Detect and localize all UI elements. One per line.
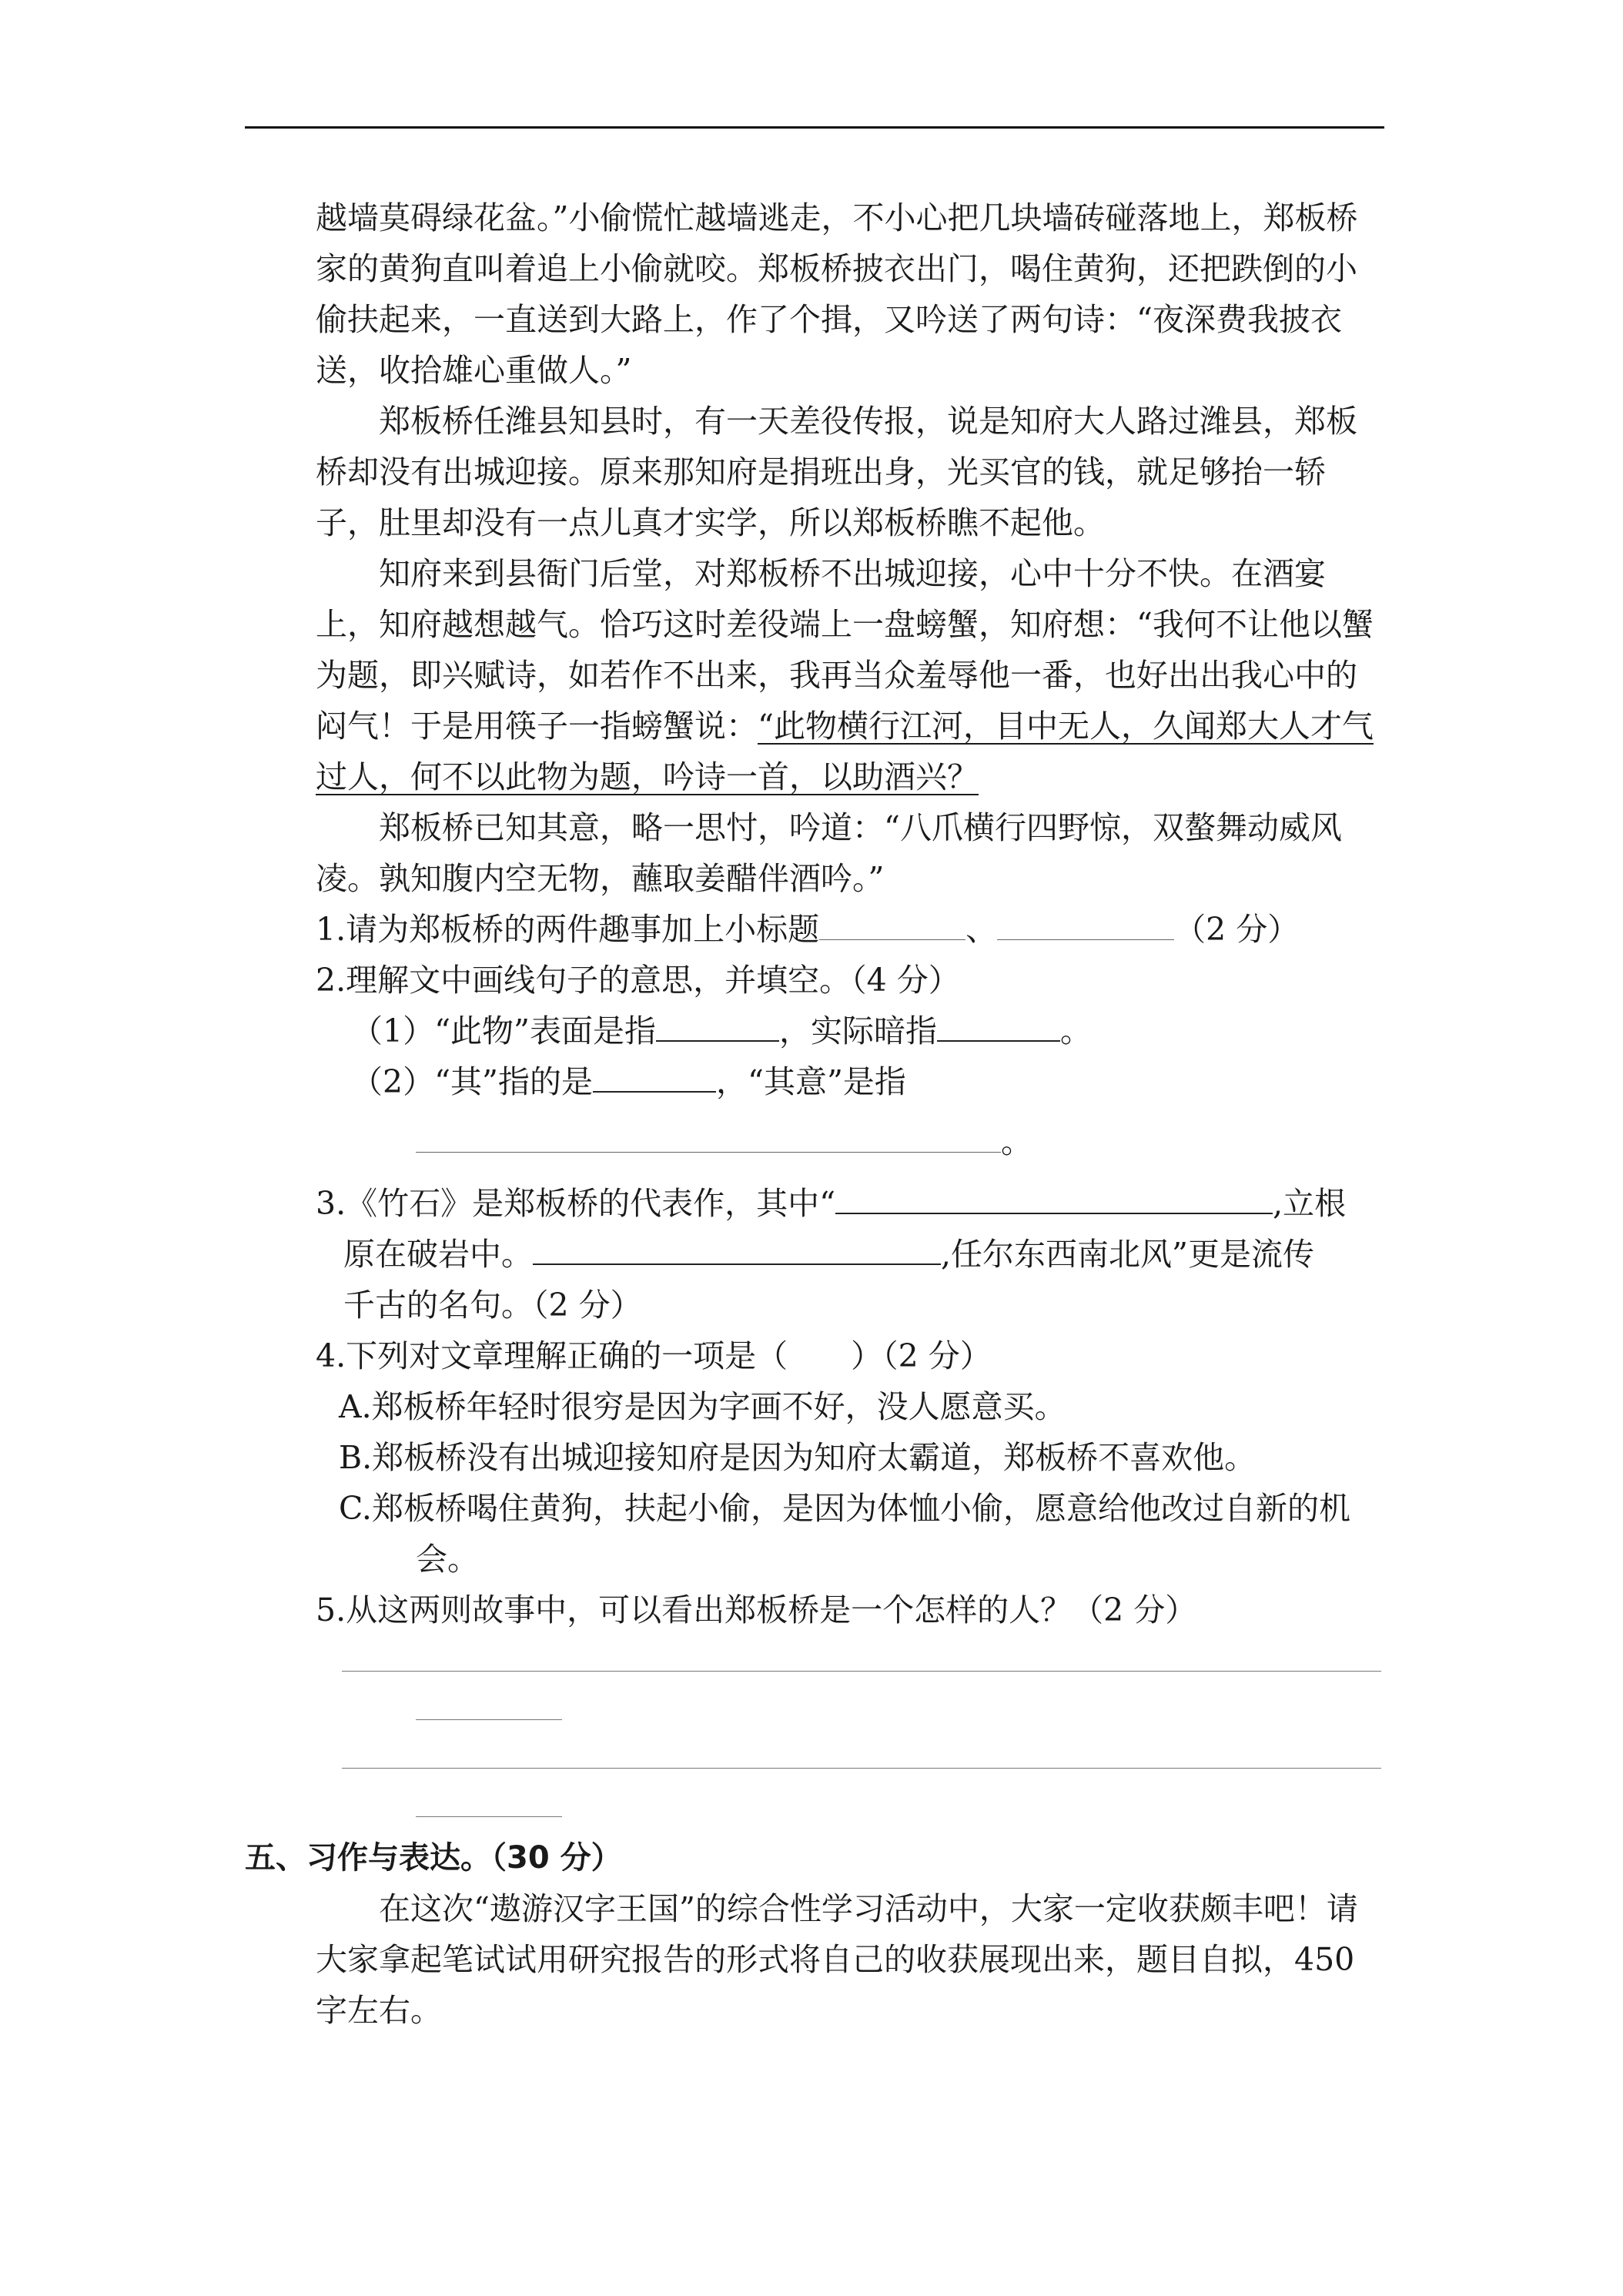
- question-2-sub-2: [245, 1056, 1384, 1107]
- question-4: 4.下列对文章理解正确的一项是（ ）（2 分）: [316, 1337, 992, 1374]
- question-5: 5.从这两则故事中，可以看出郑板桥是一个怎样的人？（2 分）: [316, 1591, 1197, 1628]
- answer-blank-2-2a[interactable]: [593, 1057, 716, 1093]
- option-a[interactable]: A.郑板桥年轻时很穷是因为字画不好，没人愿意买。: [339, 1388, 1066, 1425]
- passage-paragraph-3: [245, 548, 1384, 802]
- answer-blank-1b[interactable]: [997, 905, 1174, 940]
- sub1-prefix: （1）“此物”表面是指: [351, 1012, 657, 1049]
- question-1-sep: 、: [965, 911, 998, 948]
- q3-part-b: ,立根: [1273, 1185, 1347, 1222]
- question-3: [245, 1178, 1384, 1229]
- passage-paragraph-1: 越墙莫碍绿花盆。”小偷慌忙越墙逃走，不小心把几块墙砖碰落地上，郑板桥家的黄狗直叫着追上小偷就咬。郑板桥披衣出门，喝住黄狗，还把跌倒的小偷扶起来，一直送到大路上，作了个揖，又吟送了两句诗：“夜深费我披衣送，收拾雄心重做人。”: [316, 199, 1358, 389]
- q3-part-c: 原在破岩中。: [343, 1236, 533, 1273]
- sub2-middle: ，“其意”是指: [716, 1063, 906, 1100]
- sub1-middle: ，实际暗指: [779, 1012, 938, 1049]
- passage-paragraph-3-text: 知府来到县衙门后堂，对郑板桥不出城迎接，心中十分不快。在酒宴上，知府越想越气。恰巧这时差役端上一盘螃蟹，知府想：“我何不让他以蟹为题，即兴赋诗，如若作不出来，我再当众羞辱他一番，也好出出我心中的闷气！于是用筷子一指螃蟹说：: [316, 555, 1374, 745]
- q3-part-d: ,任尔东西南北风”更是流传: [941, 1236, 1314, 1273]
- answer-blank-2-1b[interactable]: [937, 1006, 1060, 1042]
- question-1-text: 1.请为郑板桥的两件趣事加上小标题: [316, 911, 820, 948]
- question-3-line-3: 千古的名句。（2 分）: [343, 1287, 642, 1324]
- answer-blank-2-1a[interactable]: [656, 1006, 779, 1042]
- passage-paragraph-4: 郑板桥已知其意，略一思忖，吟道：“八爪横行四野惊，双螯舞动威风凌。孰知腹内空无物，蘸取姜醋伴酒吟。”: [316, 809, 1342, 897]
- question-2: 2.理解文中画线句子的意思，并填空。（4 分）: [316, 962, 960, 999]
- answer-blank-3b[interactable]: [533, 1230, 941, 1265]
- passage-paragraph-2: 郑板桥任潍县知县时，有一天差役传报，说是知府大人路过潍县，郑板桥却没有出城迎接。原来那知府是捐班出身，光买官的钱，就足够抬一轿子，肚里却没有一点儿真才实学，所以郑板桥瞧不起他。: [316, 403, 1357, 541]
- answer-blank-3a[interactable]: [835, 1179, 1273, 1214]
- sub2-prefix: （2）“其”指的是: [351, 1063, 594, 1100]
- section-5-body: 在这次“遨游汉字王国”的综合性学习活动中，大家一定收获颇丰吧！请大家拿起笔试试用研究报告的形式将自己的收获展现出来，题目自拟，450字左右。: [316, 1890, 1358, 2029]
- section-5-title: 五、习作与表达。（30 分）: [245, 1840, 622, 1876]
- answer-blank-1a[interactable]: [819, 905, 965, 940]
- question-3-line-2: [245, 1229, 1384, 1280]
- underlined-sentence: “此物横行江河，目中无人，久闻郑大人才气过人，何不以此物为题，吟诗一首，以助酒兴？: [316, 708, 1374, 795]
- sub2-end: 。: [1001, 1123, 1032, 1160]
- page-content: [245, 192, 1384, 2036]
- option-b[interactable]: B.郑板桥没有出城迎接知府是因为知府太霸道，郑板桥不喜欢他。: [339, 1439, 1257, 1476]
- question-2-sub-1: [245, 1006, 1384, 1056]
- question-1: [245, 904, 1384, 955]
- option-c[interactable]: C.郑板桥喝住黄狗，扶起小偷，是因为体恤小偷，愿意给他改过自新的机: [339, 1490, 1350, 1527]
- sub1-end: 。: [1060, 1012, 1093, 1049]
- question-2-sub-2-line: [245, 1116, 1384, 1167]
- header-rule: [245, 126, 1384, 129]
- question-1-score: （2 分）: [1174, 911, 1300, 948]
- q3-part-a: 3.《竹石》是郑板桥的代表作，其中“: [316, 1185, 836, 1222]
- option-c-continued: 会。: [416, 1541, 479, 1578]
- answer-blank-2-2b[interactable]: [416, 1118, 1001, 1153]
